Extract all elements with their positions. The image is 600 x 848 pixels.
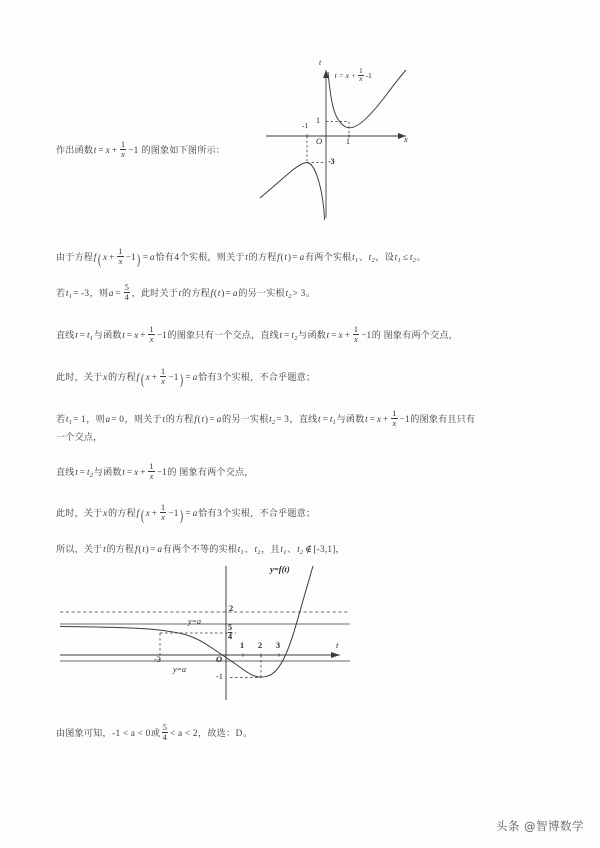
p1-mid4: 有两个实根 (304, 253, 352, 264)
p3-d: 与函数 (298, 331, 327, 342)
intro-suffix: 的图象如下图所示： (141, 146, 226, 157)
p4-fraction: $\frac{1}{x}$ (160, 366, 166, 387)
paragraph-7: 此时，关于x的方程f ( x + $\frac{1}{x}$ −1) = a恰有3个实根，不合乎题意； (56, 502, 316, 524)
paragraph-8: 所以，关于t的方程f(t)= a有两个不等的实根$t_1$、$t_2$，且$t_1$、$t_2$ ∉[-3,1]， (56, 545, 345, 556)
p1-lead: 由于方程 (56, 253, 94, 264)
fig1-y-axis-label: t (319, 58, 322, 67)
fig1-label-lhs: t = x + (334, 71, 357, 81)
conclusion-a: 由图象可知， (56, 729, 112, 740)
conclusion-b: ，故选： (198, 729, 236, 740)
fig2-tick-label-neg1: -1 (216, 672, 223, 681)
intro-fraction: $\frac{1}{x}$ (120, 139, 126, 160)
fig2-tick-label-neg3: -3 (154, 655, 161, 664)
p2-fraction (122, 283, 132, 302)
p2-den: 4 (124, 292, 130, 303)
p1-mid1: 恰有 (155, 253, 174, 264)
p6-b: 与函数 (93, 468, 122, 479)
p2-num: 5 (124, 282, 130, 292)
p1-mid3: 的方程 (248, 253, 277, 264)
paragraph-1: 由于方程f ( x + $\frac{1}{x}$ −1) = a恰有4个实根，则关于t的方程f(t)= a有两个实根$t_1$、$t_2$，设$t_1 \le t_2$。 (56, 246, 426, 268)
p5-a: 若 (56, 415, 66, 426)
p3-e: 的 (371, 331, 382, 342)
p1-fraction: $\frac{1}{x}$ (118, 246, 123, 267)
fig1-tick-label-y1: 1 (316, 116, 320, 125)
conclusion-range-1: -1 < a < 0 (112, 729, 151, 740)
p2-e: 的另一实根 (238, 289, 285, 300)
p3-fraction-2: $\frac{1}{x}$ (353, 324, 359, 345)
p2-c: ，此时关于 (131, 289, 179, 300)
paragraph-5-cont (56, 432, 556, 446)
p3-c: 的图象只有一个交点，直线 (167, 331, 279, 342)
p1-four: 4 (174, 253, 180, 264)
paragraph-2: 若$t_1= -3$，则a = $\frac{5}{4}$ ，此时关于t的方程f(t)= a的另一实根$t_2> 3$。 (56, 282, 316, 303)
fig2-curve-label: y=f(t) (270, 564, 290, 574)
fig1-label-fraction (357, 68, 366, 84)
fig2-tick-label-2: 2 (258, 641, 263, 650)
p7-n: 3 (217, 509, 222, 520)
p1-paren-close: ) (137, 251, 141, 268)
p1-paren-open: ( (98, 251, 102, 268)
p3-b: 与函数 (93, 331, 122, 342)
p1-mid5: ，设 (375, 253, 395, 264)
fig1-label-den: x (359, 75, 363, 84)
p8-a: 所以，关于 (56, 545, 103, 555)
conclusion-answer: D (235, 729, 243, 740)
p5-g: 与函数 (336, 415, 365, 426)
p4-b: 的方程 (108, 373, 136, 384)
p2-a: 若 (56, 289, 66, 300)
fig1-tick-label-x1: 1 (346, 137, 350, 146)
p6-d: 图象有两个交点， (179, 468, 254, 479)
p2-b: ，则 (89, 289, 109, 300)
p4-n: 3 (217, 373, 222, 384)
fig2-label-y-equals-a-lower: y=a (173, 665, 186, 674)
p5-f: ，直线 (289, 415, 318, 426)
p2-eq: = -3 (73, 289, 90, 300)
p4-a: 此时，关于 (56, 373, 103, 384)
p7-c: 恰有 (198, 509, 217, 520)
p4-d: 个实根，不合乎题意； (222, 373, 316, 384)
p5-e: 的另一实根 (222, 415, 269, 426)
p8-interval: [-3,1] (313, 545, 336, 555)
p6-a: 直线 (56, 468, 75, 479)
conclusion-den: 4 (162, 732, 168, 743)
conclusion-num: 5 (162, 722, 168, 732)
p5-eq2: = 3 (276, 415, 290, 426)
p1-mid2: 个实根，则关于 (179, 253, 245, 264)
paragraph-6: 直线$t = t_2$与函数t = x + $\frac{1}{x}$ −1的 图象有两个交点， (56, 461, 254, 482)
p3-f: 图象有两个交点， (383, 331, 458, 342)
p8-b: 的方程 (106, 545, 135, 555)
p5-i: 一个交点， (56, 433, 103, 443)
fig1-label-num: 1 (359, 67, 363, 75)
figure-2-svg (40, 562, 390, 702)
p7-fraction: $\frac{1}{x}$ (160, 502, 166, 523)
intro-t: t (93, 146, 97, 157)
fig2-tick-label-five-fourths (228, 624, 232, 641)
fig2-tick-label-2: 2 (229, 604, 234, 613)
p5-b: ，则 (86, 415, 105, 426)
p5-fraction: $\frac{1}{x}$ (392, 408, 397, 429)
p8-d: ，且 (261, 545, 280, 555)
fig1-curve-equation-label (334, 68, 372, 84)
p4-c: 恰有 (198, 373, 217, 384)
intro-x: x (105, 146, 110, 157)
fig2-origin-label: O (216, 654, 223, 664)
p5-eq1: = 1 (73, 415, 86, 426)
fig1-origin-label: O (316, 136, 323, 146)
p6-fraction: $\frac{1}{x}$ (149, 461, 154, 482)
p2-d: 的方程 (182, 289, 210, 300)
paragraph-3: 直线$t = t_1$与函数t = x + $\frac{1}{x}$ −1的图象只有一个交点，直线$t = t_2$与函数t = x + $\frac{1}{x}$ −1的 图象有两个交点， (56, 324, 458, 345)
conclusion-fraction (160, 723, 170, 742)
fig1-tick-label-yneg3: -3 (328, 157, 335, 166)
conclusion-or: 或 (150, 729, 161, 740)
p5-c: ，则关于 (124, 415, 162, 426)
paragraph-5: 若$t_1= 1$，则a= 0，则关于t的方程f(t)= a的另一实根$t_2= 3$，直线$t = t_1$与函数t = x + $\frac{1}{x}$ −1的图象有且只有 (56, 408, 476, 429)
fig2-frac-den: 4 (228, 632, 233, 642)
fig2-curve-f-of-t (60, 566, 313, 677)
footer-watermark: 头条 @智博数学 (495, 819, 584, 833)
p8-notin: ∉ (305, 545, 313, 555)
fig1-tick-label-xneg1: -1 (302, 121, 309, 130)
fig1-x-axis-label: x (404, 134, 408, 144)
fig1-label-tail: -1 (365, 71, 372, 81)
fig2-frac-num: 5 (228, 623, 233, 632)
p1-f: f (93, 253, 97, 264)
fig2-label-y-equals-a-upper: y=a (188, 617, 201, 626)
fig2-tick-label-3: 3 (276, 641, 281, 650)
conclusion-range-2: < a < 2 (170, 729, 198, 740)
p7-a: 此时，关于 (56, 509, 103, 520)
p2-gt: > 3 (292, 289, 306, 300)
paragraph-conclusion (56, 723, 556, 742)
p7-d: 个实根，不合乎题意； (222, 509, 316, 520)
paragraph-intro: 作出函数t = x + $\frac{1}{x}$ −1 的图象如下图所示： (56, 139, 226, 160)
paragraph-4: 此时，关于x的方程f ( x + $\frac{1}{x}$ −1) = a恰有3个实根，不合乎题意； (56, 366, 316, 388)
p5-h: 的图象有且只有 (410, 415, 476, 426)
p6-c: 的 (167, 468, 177, 479)
conclusion-c: 。 (242, 729, 253, 740)
p5-aeq: = 0 (111, 415, 125, 426)
fig2-tick-label-1: 1 (240, 641, 245, 650)
intro-prefix: 作出函数 (56, 146, 94, 157)
fig2-x-axis-label: t (336, 640, 339, 650)
p3-a: 直线 (56, 331, 75, 342)
fig2-x-arrow (331, 652, 340, 658)
p7-b: 的方程 (108, 509, 136, 520)
fig1-left-branch (260, 163, 325, 220)
p5-d: 的方程 (165, 415, 194, 426)
p3-fraction-1: $\frac{1}{x}$ (149, 324, 154, 345)
figure-2-container (40, 562, 390, 702)
p8-c: 有两个不等的实根 (162, 545, 238, 555)
